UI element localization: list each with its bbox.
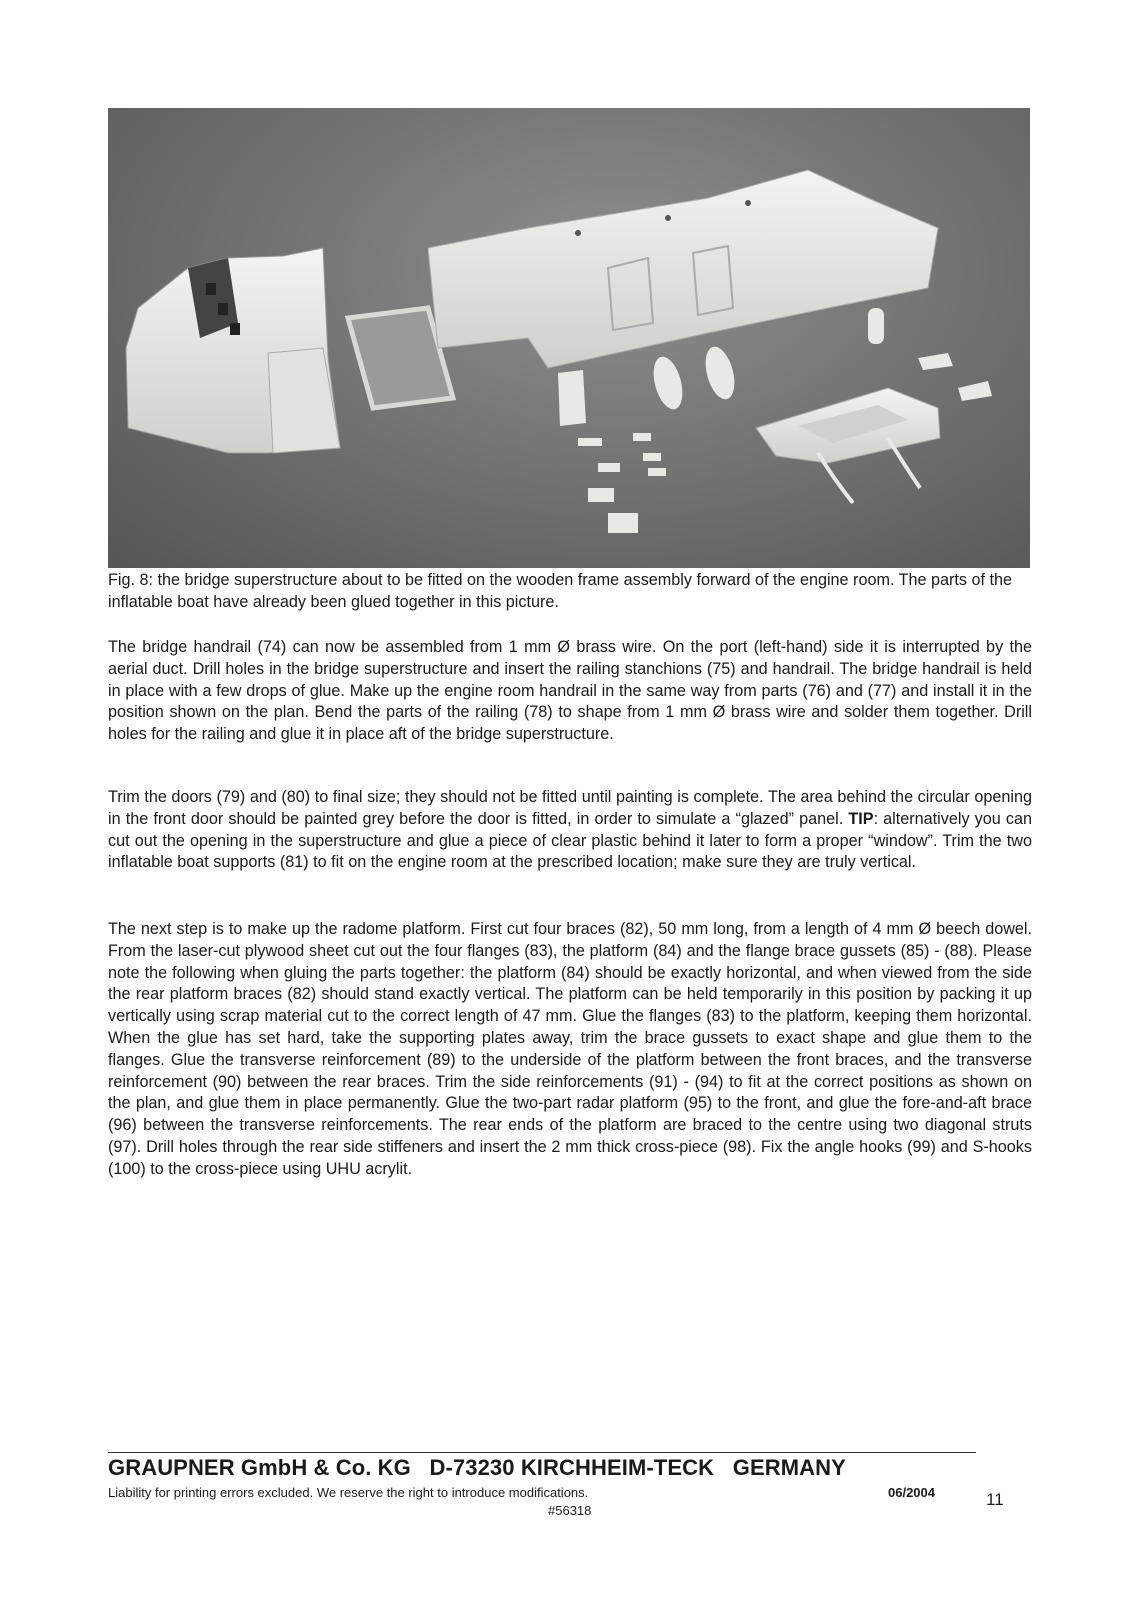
engine-room-shape: [428, 170, 938, 368]
inflatable-boat-shape: [756, 353, 992, 503]
footer-liability-note: Liability for printing errors excluded. We reserve the right to introduce modifications.: [108, 1485, 589, 1500]
figure-8-photo: [108, 108, 1030, 568]
model-parts-illustration: [108, 108, 1030, 568]
footer-product-code: #56318: [548, 1503, 592, 1518]
footer-divider: [108, 1452, 976, 1453]
footer-company: GRAUPNER GmbH & Co. KG D-73230 KIRCHHEIM-TECK GERMANY: [108, 1455, 846, 1480]
page-number: 11: [986, 1490, 1004, 1509]
paragraph-doors: [108, 787, 1032, 874]
tip-label: TIP: [848, 809, 874, 828]
paragraph-bridge-handrail: The bridge handrail (74) can now be assembled from 1 mm Ø brass wire. On the port (left-hand) side it is interrupted by the aerial duct. Drill holes in the bridge superstructure and insert the railing stanchions (75) and handrail. The bridge handrail is held in place with a few drops of glue. Make up the engine room handrail in the same way from parts (76) and (77) and install it in the position shown on the plan. Bend the parts of the railing (78) to shape from 1 mm Ø brass wire and solder them together. Drill holes for the railing and glue it in place aft of the bridge superstructure.: [108, 638, 1032, 744]
footer-date: 06/2004: [888, 1485, 935, 1500]
bridge-superstructure-shape: [126, 248, 340, 453]
figure-caption: Fig. 8: the bridge superstructure about to be fitted on the wooden frame assembly forward of the engine room. The parts of the inflatable boat have already been glued together in this picture.: [108, 571, 1013, 611]
paragraph-doors-text-2: : alternatively you can cut out the opening in the superstructure and glue a piece of clear plastic behind it later to form a proper “window”. Trim the two inflatable boat supports (81) to fit on the engine room at the prescribed location; make sure they are truly vertical.: [108, 809, 1032, 872]
paragraph-doors-text-1: Trim the doors (79) and (80) to final size; they should not be fitted until painting is complete. The area behind the circular opening in the front door should be painted grey before the door is fitted, in order to simulate a “glazed” panel.: [108, 788, 1032, 828]
paragraph-radome-platform: The next step is to make up the radome platform. First cut four braces (82), 50 mm long, from a length of 4 mm Ø beech dowel. From the laser-cut plywood sheet cut out the four flanges (83), the platform (84) and the flange brace gussets (85) - (88). Please note the following when gluing the parts together: the platform (84) should be exactly horizontal, and when viewed from the side the rear platform braces (82) should stand exactly vertical. The platform can be held temporarily in this position by packing it up vertically using scrap material cut to the correct length of 47 mm. Glue the flanges (83) to the platform, keeping them horizontal. When the glue has set hard, take the supporting plates away, trim the brace gussets to exact shape and glue them to the flanges. Glue the transverse reinforcement (89) to the underside of the platform between the front braces, and the transverse reinforcement (90) between the rear braces. Trim the side reinforcements (91) - (94) to fit at the correct positions as shown on the plan, and glue them in place permanently. Glue the two-part radar platform (95) to the front, and glue the fore-and-aft brace (96) between the transverse reinforcements. The rear ends of the platform are braced to the centre using two diagonal struts (97). Drill holes through the rear side stiffeners and insert the 2 mm thick cross-piece (98). Fix the angle hooks (99) and S-hooks (100) to the cross-piece using UHU acrylit.: [108, 920, 1032, 1178]
